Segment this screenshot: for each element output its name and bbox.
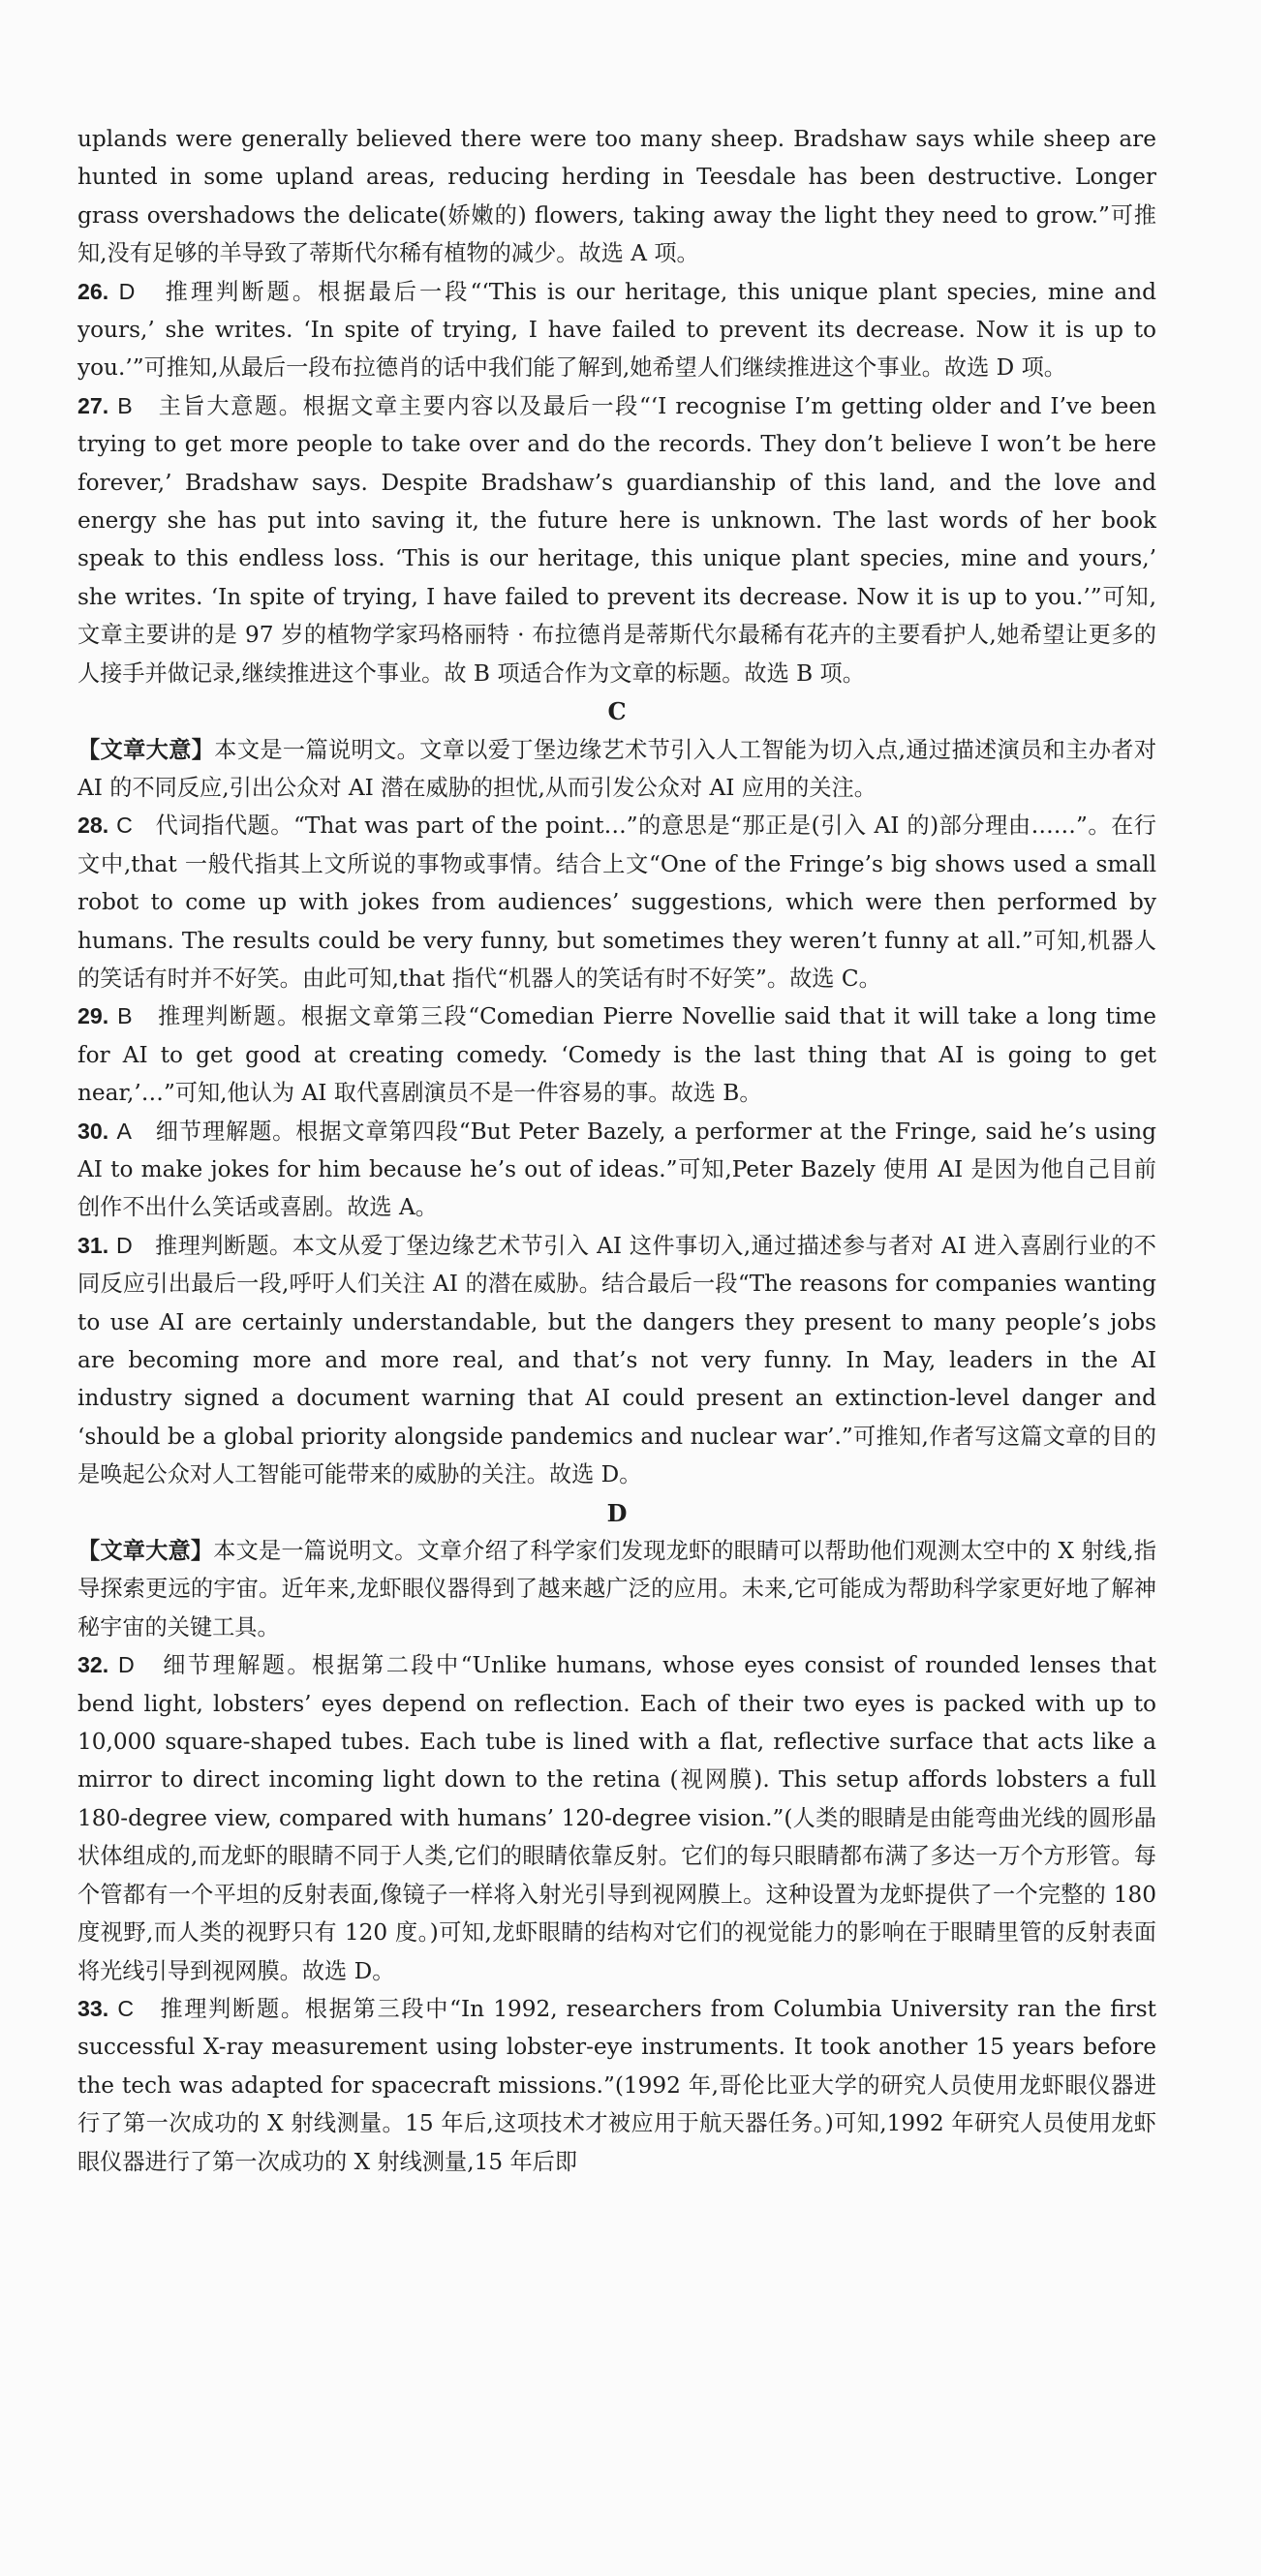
answer-letter: B [117,392,133,418]
explanation-text: 推理判断题。本文从爱丁堡边缘艺术节引入 AI 这件事切入,通过描述参与者对 AI 进入喜剧行业的不同反应引出最后一段,呼吁人们关注 AI 的潜在威胁。结合最后一段“The reasons for companies wanting to use AI are certainly understandable, but the dangers they present to many people’s jobs are becoming more and more real, and that’s not very funny. In May, leaders in the AI industry signed a document warning that AI could present an extinction-level danger and ‘should be a global priority alongside pandemics and nuclear war’.”可推知,作者写这篇文章的目的是唤起公众对人工智能可能带来的威胁的关注。故选 D。 [77,1232,1156,1488]
paragraph-text: uplands were generally believed there were too many sheep. Bradshaw says while sheep are hunted in some upland areas, reducing herding in Teesdale has been destructive. Longer grass overshadows the delicate(娇嫩的) flowers, taking away the light they need to grow.”可推知,没有足够的羊导致了蒂斯代尔稀有植物的减少。故选 A 项。 [77,126,1156,267]
answer-letter: B [117,1003,133,1029]
question-number: 26. [77,278,109,304]
answer-letter: C [117,1995,135,2021]
summary-text: 本文是一篇说明文。文章介绍了科学家们发现龙虾的眼睛可以帮助他们观测太空中的 X 射线,指导探索更远的宇宙。近年来,龙虾眼仪器得到了越来越广泛的应用。未来,它可能成为帮助科学家更好地了解神秘宇宙的关键工具。 [77,1538,1156,1641]
question-number: 28. [77,813,109,839]
section-heading-c: C [607,697,627,726]
explanation-text: 细节理解题。根据文章第四段“But Peter Bazely, a performer at the Fringe, said he’s using AI to make jokes for him because he’s out of ideas.”可知,Peter Bazely 使用 AI 是因为他自己目前创作不出什么笑话或喜剧。故选 A。 [77,1118,1156,1221]
explanation-text: 推理判断题。根据第三段中“In 1992, researchers from Columbia University ran the first successful X-ray measurement using lobster-eye instruments. It took another 15 years before the tech was adapted for spacecraft missions.”(1992 年,哥伦比亚大学的研究人员使用龙虾眼仪器进行了第一次成功的 X 射线测量。15 年后,这项技术才被应用于航天器任务。)可知,1992 年研究人员使用龙虾眼仪器进行了第一次成功的 X 射线测量,15 年后即 [77,1995,1156,2175]
summary-tag: 【文章大意】 [77,736,215,763]
answer-letter: A [116,1118,132,1144]
summary-d [77,1532,1156,1646]
question-item-26 [77,273,1156,387]
question-item-29 [77,997,1156,1112]
question-number: 31. [77,1232,109,1258]
answer-letter: D [118,1652,135,1678]
section-heading-d: D [606,1498,628,1527]
question-item-28 [77,807,1156,997]
explanation-text: 主旨大意题。根据文章主要内容以及最后一段“‘I recognise I’m getting older and I’ve been trying to get more people to take over and do the records. They don’t believe I won’t be here forever,’ Bradshaw says. Despite Bradshaw’s guardianship of this land, and the love and energy she has put into saving it, the future here is unknown. The last words of her book speak to this endless loss. ‘This is our heritage, this unique plant species, mine and yours,’ she writes. ‘In spite of trying, I have failed to prevent its decrease. Now it is up to you.’”可知,文章主要讲的是 97 岁的植物学家玛格丽特 · 布拉德肖是蒂斯代尔最稀有花卉的主要看护人,她希望让更多的人接手并做记录,继续推进这个事业。故 B 项适合作为文章的标题。故选 B 项。 [77,392,1156,687]
answer-letter: D [118,278,136,304]
question-item-27 [77,387,1156,692]
question-number: 27. [77,392,109,418]
answer-letter: D [116,1232,133,1258]
question-number: 30. [77,1118,109,1144]
question-item-33 [77,1990,1156,2181]
summary-text: 本文是一篇说明文。文章以爱丁堡边缘艺术节引入人工智能为切入点,通过描述演员和主办者对 AI 的不同反应,引出公众对 AI 潜在威胁的担忧,从而引发公众对 AI 应用的关注。 [77,736,1157,801]
explanation-text: 推理判断题。根据最后一段“‘This is our heritage, this unique plant species, mine and yours,’ she writes. ‘In spite of trying, I have failed to prevent its decrease. Now it is up to you.’”可推知,从最后一段布拉德肖的话中我们能了解到,她希望人们继续推进这个事业。故选 D 项。 [77,278,1156,382]
explanation-text: 推理判断题。根据文章第三段“Comedian Pierre Novellie said that it will take a long time for AI to get good at creating comedy. ‘Comedy is the last thing that AI is going to get near,’…”可知,他认为 AI 取代喜剧演员不是一件容易的事。故选 B。 [77,1003,1156,1107]
question-item-32 [77,1646,1156,1990]
question-number: 32. [77,1652,109,1678]
question-number: 33. [77,1995,109,2021]
summary-tag: 【文章大意】 [77,1538,214,1565]
summary-c [77,731,1156,808]
answer-letter: C [116,813,133,839]
question-item-31 [77,1227,1156,1494]
question-item-30 [77,1113,1156,1227]
explanation-text: 细节理解题。根据第二段中“Unlike humans, whose eyes consist of rounded lenses that bend light, lobsters’ eyes depend on reflection. Each of their two eyes is packed with up to 10,000 square-shaped tubes. Each tube is lined with a flat, reflective surface that acts like a mirror to direct incoming light down to the retina (视网膜). This setup affords lobsters a full 180-degree view, compared with humans’ 120-degree vision.”(人类的眼睛是由能弯曲光线的圆形晶状体组成的,而龙虾的眼睛不同于人类,它们的眼睛依靠反射。它们的每只眼睛都布满了多达一万个方形管。每个管都有一个平坦的反射表面,像镜子一样将入射光引导到视网膜上。这种设置为龙虾提供了一个完整的 180 度视野,而人类的视野只有 120 度。)可知,龙虾眼睛的结构对它们的视觉能力的影响在于眼睛里管的反射表面将光线引导到视网膜。故选 D。 [77,1652,1156,1984]
question-number: 29. [77,1003,109,1029]
paragraph-continuation [77,120,1156,273]
explanation-text: 代词指代题。“That was part of the point…”的意思是“那正是(引入 AI 的)部分理由……”。在行文中,that 一般代指其上文所说的事物或事情。结合上文“One of the Fringe’s big shows used a small robot to come up with jokes from audiences’ suggestions, which were then performed by humans. The results could be very funny, but sometimes they weren’t funny at all.”可知,机器人的笑话有时并不好笑。由此可知,that 指代“机器人的笑话有时不好笑”。故选 C。 [77,813,1156,992]
